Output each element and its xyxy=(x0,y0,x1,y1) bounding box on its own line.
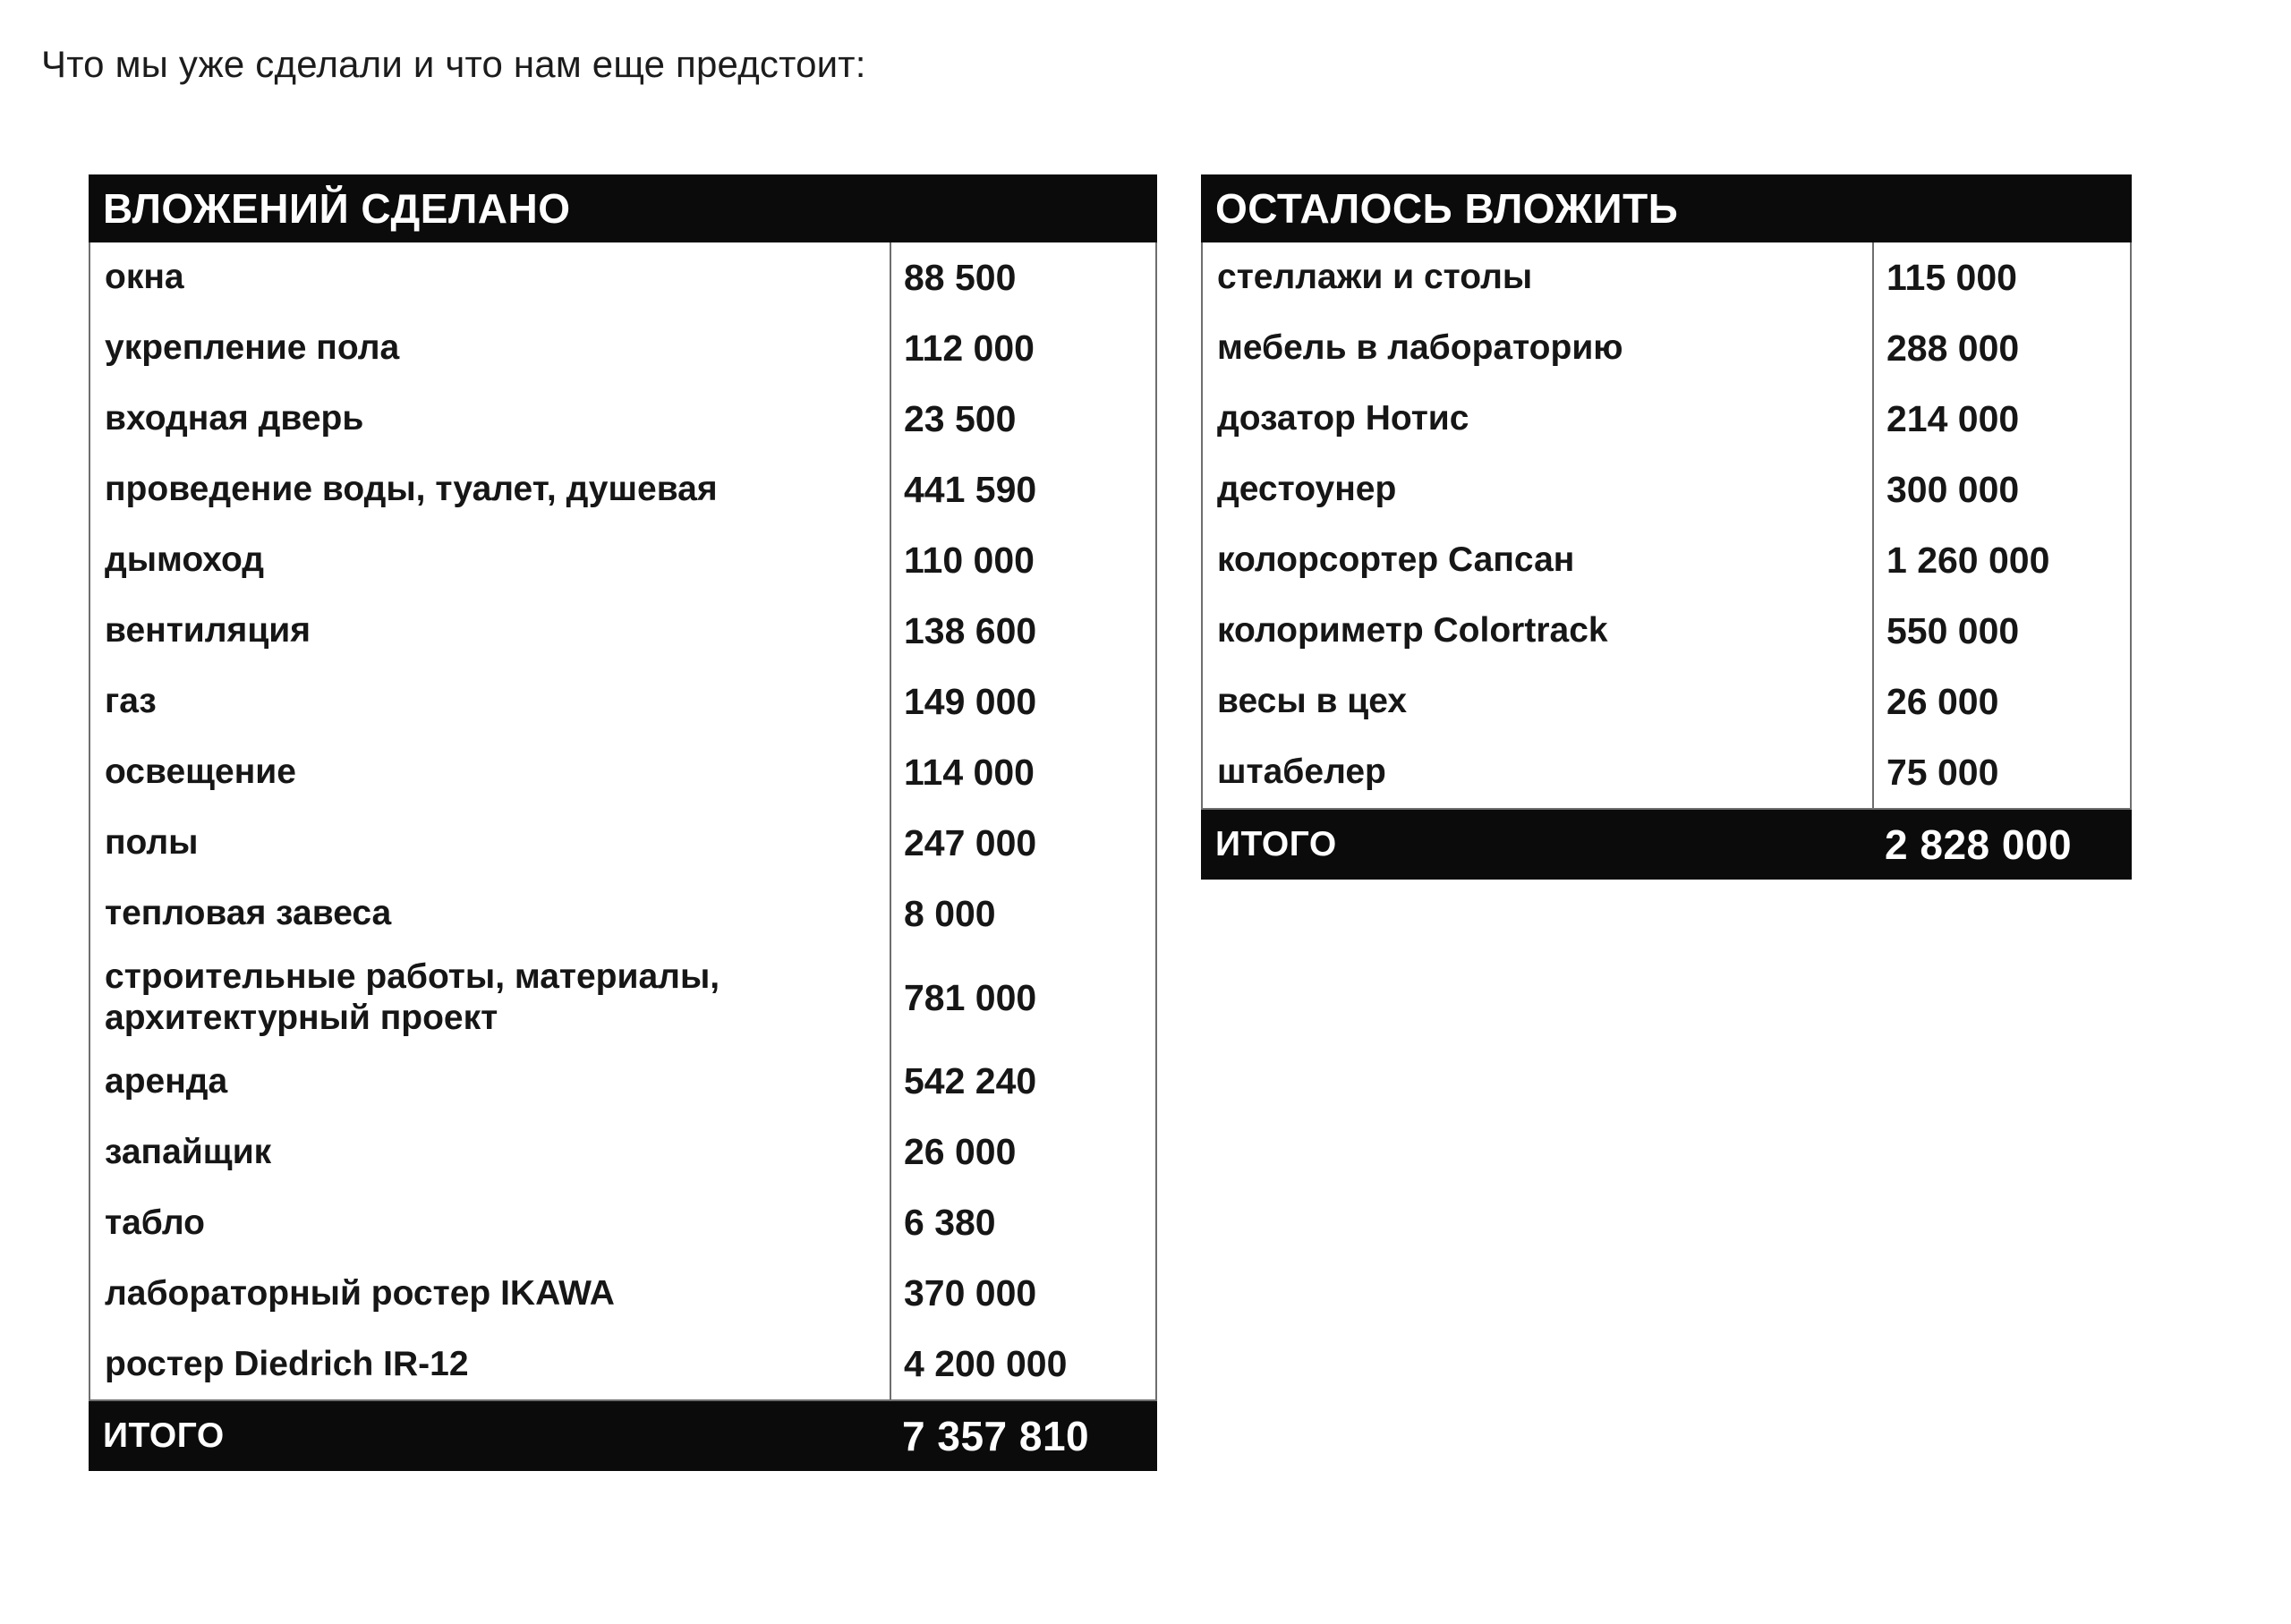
table-row xyxy=(90,313,1155,384)
row-label: тепловая завеса xyxy=(105,894,392,933)
table-row xyxy=(1203,384,2130,455)
row-label: штабелер xyxy=(1217,752,1386,792)
row-label: ростер Diedrich IR-12 xyxy=(105,1344,469,1383)
row-value: 110 000 xyxy=(904,540,1035,581)
row-value: 441 590 xyxy=(904,469,1037,510)
row-value: 114 000 xyxy=(904,752,1035,793)
row-label: дозатор Нотис xyxy=(1217,399,1469,438)
page-title: Что мы уже сделали и что нам еще предстоит: xyxy=(41,43,866,85)
remaining-to-invest-body xyxy=(1201,242,2132,810)
row-label: запайщик xyxy=(105,1132,272,1171)
table-row xyxy=(1203,242,2130,313)
table-row xyxy=(90,1329,1155,1399)
table-row xyxy=(90,1258,1155,1329)
row-value: 115 000 xyxy=(1886,257,2017,298)
table-row xyxy=(90,667,1155,737)
remaining-to-invest-header: ОСТАЛОСЬ ВЛОЖИТЬ xyxy=(1201,174,2132,242)
table-row xyxy=(90,949,1155,1046)
total-label: ИТОГО xyxy=(1215,824,1337,863)
row-label: газ xyxy=(105,682,157,721)
row-label: укрепление пола xyxy=(105,328,400,368)
row-label: вентиляция xyxy=(105,611,311,650)
row-label: колориметр Colortrack xyxy=(1217,611,1608,650)
investments-made-body xyxy=(89,242,1157,1401)
table-row xyxy=(90,455,1155,525)
row-value: 138 600 xyxy=(904,610,1037,651)
table-row xyxy=(90,1046,1155,1117)
row-value: 247 000 xyxy=(904,822,1037,863)
table-row xyxy=(90,737,1155,808)
total-value: 2 828 000 xyxy=(1885,821,2073,868)
row-label: дестоунер xyxy=(1217,470,1397,509)
row-value: 6 380 xyxy=(904,1202,996,1244)
table-row xyxy=(1203,737,2130,808)
table-row xyxy=(1203,667,2130,737)
row-label: лабораторный ростер IKAWA xyxy=(105,1273,615,1313)
row-value: 370 000 xyxy=(904,1272,1037,1314)
row-value: 1 260 000 xyxy=(1886,540,2050,581)
row-label: табло xyxy=(105,1203,205,1242)
table-row xyxy=(90,879,1155,949)
table-row xyxy=(90,242,1155,313)
table-row xyxy=(1203,455,2130,525)
row-value: 112 000 xyxy=(904,327,1035,369)
row-label: аренда xyxy=(105,1061,228,1101)
row-value: 542 240 xyxy=(904,1060,1037,1102)
total-value: 7 357 810 xyxy=(902,1413,1090,1460)
row-value: 288 000 xyxy=(1886,327,2020,369)
row-value: 8 000 xyxy=(904,893,996,934)
table-row xyxy=(1203,596,2130,667)
table-row xyxy=(1203,525,2130,596)
table-row xyxy=(90,1117,1155,1187)
row-label: мебель в лабораторию xyxy=(1217,328,1623,368)
row-label: весы в цех xyxy=(1217,682,1408,721)
table-row xyxy=(90,596,1155,667)
row-value: 300 000 xyxy=(1886,469,2020,510)
total-label: ИТОГО xyxy=(103,1416,225,1456)
row-value: 26 000 xyxy=(904,1131,1017,1173)
row-label: освещение xyxy=(105,752,296,792)
row-label: проведение воды, туалет, душевая xyxy=(105,470,718,509)
row-label: полы xyxy=(105,823,199,863)
investments-made-header: ВЛОЖЕНИЙ СДЕЛАНО xyxy=(89,174,1157,242)
investments-made-total-row xyxy=(89,1401,1157,1471)
row-value: 23 500 xyxy=(904,398,1017,439)
remaining-to-invest-total-row xyxy=(1201,810,2132,880)
table-row xyxy=(1203,313,2130,384)
row-value: 75 000 xyxy=(1886,752,1999,793)
row-value: 4 200 000 xyxy=(904,1343,1068,1385)
row-label: дымоход xyxy=(105,540,265,580)
row-label: окна xyxy=(105,258,184,297)
row-value: 550 000 xyxy=(1886,610,2020,651)
row-value: 214 000 xyxy=(1886,398,2020,439)
table-row xyxy=(90,384,1155,455)
row-value: 149 000 xyxy=(904,681,1037,722)
investments-made-table xyxy=(89,174,1157,1471)
table-row xyxy=(90,525,1155,596)
row-value: 26 000 xyxy=(1886,681,1999,722)
row-value: 88 500 xyxy=(904,257,1017,298)
row-label: колорсортер Сапсан xyxy=(1217,540,1575,580)
row-label: входная дверь xyxy=(105,399,364,438)
row-label: стеллажи и столы xyxy=(1217,258,1533,297)
row-value: 781 000 xyxy=(904,976,1037,1018)
table-row xyxy=(90,808,1155,879)
table-row xyxy=(90,1187,1155,1258)
remaining-to-invest-table xyxy=(1201,174,2132,880)
row-label: строительные работы, материалы, архитектурный проект xyxy=(105,957,720,1038)
